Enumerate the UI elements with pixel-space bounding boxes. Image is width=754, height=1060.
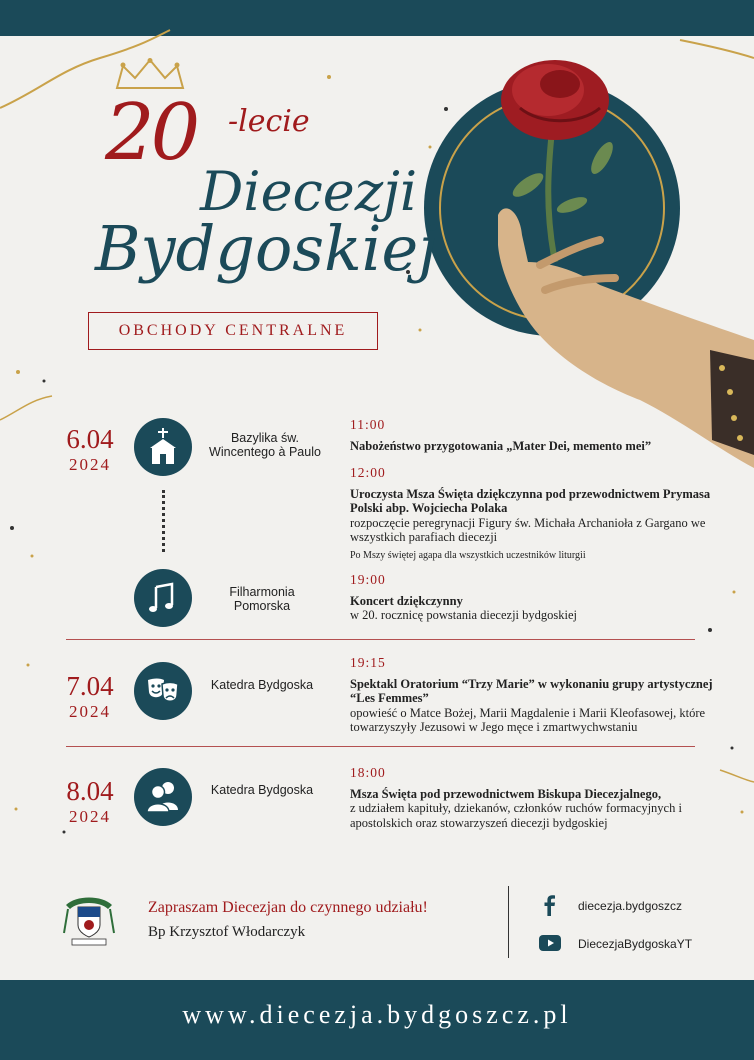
event-details: w 20. rocznicę powstania diecezji bydgoskiej [350,608,578,622]
event-title: Nabożeństwo przygotowania „Mater Dei, memento mei” [350,438,652,453]
church-icon [134,418,192,476]
event-time: 12:00 [350,465,386,480]
venue-name: Bazylika św. Wincentego à Paulo [209,431,321,459]
title-suffix: -lecie [228,104,310,139]
date-block-1 [45,424,135,475]
bishop-coat-of-arms-icon [60,893,118,949]
venue-name: Katedra Bydgoska [210,783,314,797]
facebook-icon[interactable] [540,894,560,916]
date-day: 6.04 [66,424,114,454]
people-icon [134,768,192,826]
title-number: 20 [105,88,197,178]
bishop-signature: Bp Krzysztof Włodarczyk [148,924,306,940]
date-day: 8.04 [66,776,114,806]
title-line-diecezji: Diecezji [200,160,418,223]
venue-name: Katedra Bydgoska [210,678,314,692]
event-item [350,766,720,830]
event-details: z udziałem kapituły, dziekanów, członków ruchów formacyjnych i apostolskich oraz stowarzyszeń diecezji bydgoskiej [350,801,682,830]
event-details: rozpoczęcie peregrynacji Figury św. Michała Archanioła z Gargano we wszystkich parafiach diecezji [350,515,706,544]
event-item [350,573,720,623]
youtube-icon[interactable] [538,934,562,952]
date-block-2 [45,671,135,722]
event-title: Koncert dziękczynny [350,593,463,608]
gold-stroke-right [720,770,754,782]
gold-stroke-top-right [680,40,754,58]
event-title: Uroczysta Msza Święta dziękczynna pod przewodnictwem Prymasa Polski abp. Wojciecha Polaka [350,486,711,515]
subtitle-box: OBCHODY CENTRALNE [88,312,378,350]
divider [66,746,695,747]
youtube-handle[interactable]: DiecezjaBydgoskaYT [578,937,693,951]
event-title: Msza Święta pod przewodnictwem Biskupa Diecezjalnego, [350,786,662,801]
date-year: 2024 [69,702,111,721]
crown-icon [113,58,187,92]
event-time: 19:15 [350,655,386,670]
venue-icon-circle [134,418,192,476]
website-link[interactable]: www.diecezja.bydgoszcz.pl [182,1000,572,1029]
event-note: Po Mszy świętej agapa dla wszystkich uczestników liturgii [350,549,586,561]
music-note-icon [134,569,192,627]
event-item [350,418,720,453]
divider [66,639,695,640]
event-item [350,656,720,735]
date-block-3 [45,776,135,827]
footer-bar [0,980,754,1060]
venue-name: Filharmonia Pomorska [229,585,295,613]
date-year: 2024 [69,807,111,826]
event-details: opowieść o Matce Bożej, Marii Magdalenie i Marii Kleofasowej, które towarzyszyły Jezusowi w Jego męce i zmartwychwstaniu [350,705,706,734]
facebook-handle[interactable]: diecezja.bydgoszcz [578,899,683,913]
timeline-connector [162,490,167,552]
theater-masks-icon [134,662,192,720]
venue-icon-circle [134,662,192,720]
event-title: Spektakl Oratorium “Trzy Marie” w wykonaniu grupy artystycznej “Les Femmes” [350,676,713,705]
event-time: 18:00 [350,765,386,780]
venue-icon-circle [134,569,192,627]
invitation-text: Zapraszam Diecezjan do czynnego udziału! [148,899,428,916]
rose-icon [501,60,609,140]
vertical-divider [508,886,509,958]
date-year: 2024 [69,455,111,474]
event-time: 19:00 [350,572,386,587]
gold-stroke-left [0,396,52,420]
date-day: 7.04 [66,671,114,701]
event-item [350,466,720,563]
title-line-bydgoskiej: Bydgoskiej [95,212,438,285]
venue-icon-circle [134,768,192,826]
event-time: 11:00 [350,417,386,432]
